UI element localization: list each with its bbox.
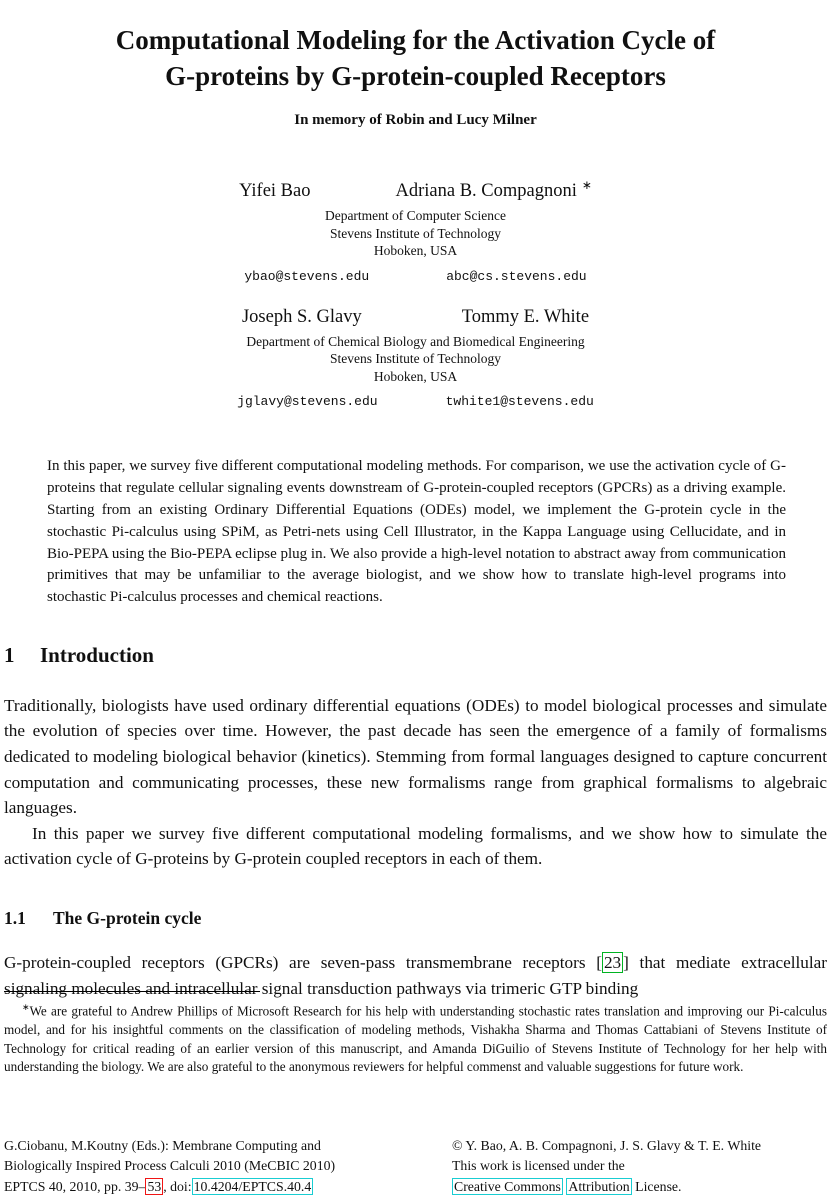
author-name-yifei-bao: Yifei Bao	[239, 181, 311, 202]
footer-editors-line-2: Biologically Inspired Process Calculi 2010 (MeCBIC 2010)	[4, 1158, 336, 1174]
affiliation-line: Hoboken, USA	[373, 368, 458, 384]
subsection-1-1-heading	[4, 908, 827, 928]
author-group-1-emails	[0, 268, 831, 285]
license-line-end: License.	[635, 1178, 682, 1194]
footer-editors-line-1: G.Ciobanu, M.Koutny (Eds.): Membrane Computing and	[4, 1138, 321, 1153]
affiliation-line: Department of Computer Science	[324, 208, 507, 224]
author-name-tommy-white: Tommy E. White	[461, 306, 590, 327]
footnote-marker: ∗	[22, 1002, 30, 1012]
dedication-text: In memory of Robin and Lucy Milner	[294, 112, 537, 129]
affiliation-line: Stevens Institute of Technology	[330, 225, 501, 241]
author-group-2-names	[0, 305, 831, 329]
footer-right	[452, 1136, 827, 1197]
license-line-2	[452, 1177, 827, 1197]
author-group-2-emails	[0, 393, 831, 410]
citation-23-link[interactable]: 23	[603, 953, 622, 973]
footnote-rule	[4, 991, 260, 992]
paper-title	[0, 18, 831, 94]
attribution-link[interactable]: Attribution	[568, 1178, 630, 1194]
footer-eptcs-pre: EPTCS 40, 2010, pp. 39–	[4, 1178, 146, 1194]
footnote-body: We are grateful to Andrew Phillips of Microsoft Research for his help with understanding stochastic rates translation and improving our Pi-calculus model, and for his insightful comments on the classification of modeling methods, Vishakha Sharma and Thomas Cattabiani of Stevens Institute of Technology for critical reading of an earlier version of this manuscript, and Amanda DiGuilio of Stevens Institute of Technology for her help with understanding the biology. We are also grateful to the anonymous reviewers for helpful commenst and valuable suggestions for future work.	[4, 1003, 827, 1075]
footnote-text	[4, 998, 827, 1077]
section-1-title: Introduction	[40, 642, 154, 667]
footer-eptcs-line	[4, 1177, 404, 1197]
subsection-1-1-title: The G-protein cycle	[53, 908, 202, 929]
author-group-1-names	[0, 173, 831, 203]
gprotein-paragraph-before: G-protein-coupled receptors (GPCRs) are seven-pass transmembrane receptors [	[4, 953, 602, 973]
email-ybao: ybao@stevens.edu	[244, 268, 370, 284]
author-name-joseph-glavy: Joseph S. Glavy	[241, 306, 362, 327]
author-group-2-affiliation	[0, 333, 831, 386]
copyright-line: © Y. Bao, A. B. Compagnoni, J. S. Glavy & T. E. White	[452, 1138, 762, 1153]
doi-link[interactable]: 10.4204/EPTCS.40.4	[193, 1178, 312, 1194]
subsection-1-1-number: 1.1	[4, 908, 26, 929]
affiliation-line: Department of Chemical Biology and Biomedical Engineering	[246, 333, 585, 349]
page-footer	[4, 1136, 827, 1197]
intro-paragraph-2: In this paper we survey five different computational modeling formalisms, and we show how to simulate the activation cycle of G-proteins by G-protein coupled receptors in each of them.	[4, 823, 827, 869]
abstract-text: In this paper, we survey five different computational modeling methods. For comparison, we use the activation cycle of G-proteins that regulate cellular signaling events downstream of G-protein-coupled receptors (GPCRs) as a driving example. Starting from an existing Ordinary Differential Equations (ODEs) model, we implement the G-protein cycle in the stochastic Pi-calculus using SPiM, as Petri-nets using Cell Illustrator, in the Kappa Language using Cellucidate, and in Bio-PEPA using the Bio-PEPA eclipse plug in. We also provide a high-level notation to abstract away from communication primitives that may be unfamiliar to the average biologist, and we show how to translate high-level programs into stochastic Pi-calculus processes and chemical reactions.	[47, 458, 786, 606]
thanks-asterisk: ∗	[581, 178, 592, 193]
footnote-block	[4, 991, 827, 1077]
intro-paragraph-1: Traditionally, biologists have used ordinary differential equations (ODEs) to model biological processes and simulate the evolution of species over time. However, the past decade has seen the emergence of a family of formalisms dedicated to modeling biological behavior (kinetics). Stemming from formal languages designed to capture concurrent computation and communicating processes, these new formalisms range from graphical formalisms to algebraic languages.	[4, 695, 827, 818]
creative-commons-link[interactable]: Creative Commons	[454, 1178, 561, 1194]
page-number-link[interactable]: 53	[147, 1178, 162, 1194]
footer-left	[4, 1136, 404, 1197]
footer-eptcs-mid: , doi:	[163, 1178, 192, 1194]
author-name-adriana-compagnoni: Adriana B. Compagnoni ∗	[395, 178, 592, 202]
email-twhite1: twhite1@stevens.edu	[445, 394, 594, 410]
title-line-2: G-proteins by G-protein-coupled Receptors	[165, 61, 666, 92]
affiliation-line: Stevens Institute of Technology	[330, 351, 501, 367]
email-jglavy: jglavy@stevens.edu	[237, 394, 378, 410]
author-group-1-affiliation	[0, 207, 831, 260]
title-line-1: Computational Modeling for the Activation Cycle of	[115, 25, 716, 56]
license-line-1: This work is licensed under the	[452, 1158, 625, 1174]
gprotein-paragraph-after: ] that mediate extracellular signaling molecules and intracellular signal transduction pathways via trimeric GTP binding	[4, 953, 828, 998]
affiliation-line: Hoboken, USA	[373, 243, 458, 259]
section-1-heading	[4, 643, 827, 667]
section-1-number: 1	[4, 642, 15, 667]
email-abc: abc@cs.stevens.edu	[446, 268, 587, 284]
